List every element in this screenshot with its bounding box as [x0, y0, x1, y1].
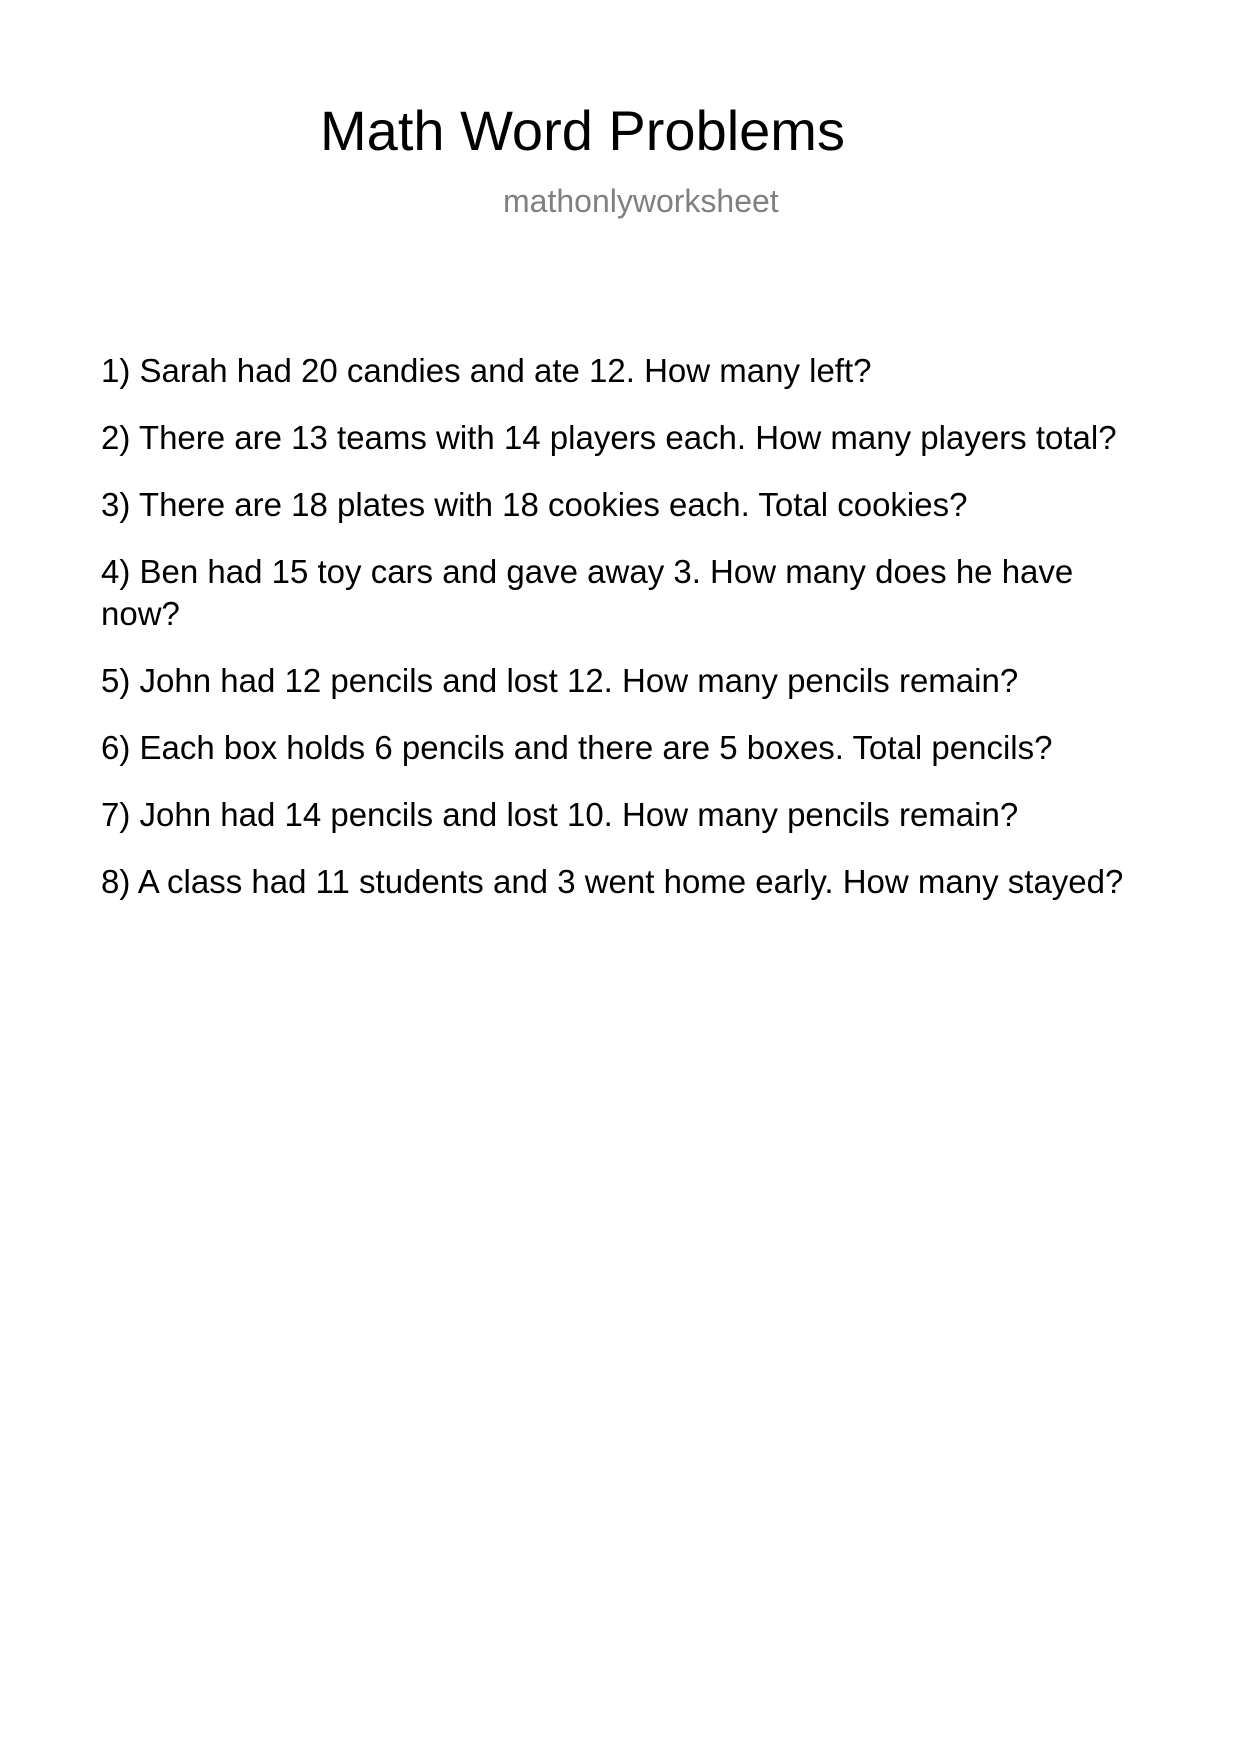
page-title: Math Word Problems — [320, 99, 845, 162]
problem-item-1: 1) Sarah had 20 candies and ate 12. How many left? — [101, 352, 872, 389]
problem-item-8: 8) A class had 11 students and 3 went home early. How many stayed? — [101, 863, 1124, 900]
problem-item-3: 3) There are 18 plates with 18 cookies each. Total cookies? — [101, 486, 968, 523]
problem-item-2: 2) There are 13 teams with 14 players each. How many players total? — [101, 419, 1117, 456]
problem-item-4: 4) Ben had 15 toy cars and gave away 3. How many does he have now? — [101, 553, 1074, 632]
problem-item-5: 5) John had 12 pencils and lost 12. How many pencils remain? — [101, 662, 1019, 699]
problem-list — [101, 350, 1151, 928]
page-subtitle: mathonlyworksheet — [503, 183, 779, 219]
problem-item-7: 7) John had 14 pencils and lost 10. How many pencils remain? — [101, 796, 1019, 833]
problem-item-6: 6) Each box holds 6 pencils and there are 5 boxes. Total pencils? — [101, 729, 1053, 766]
